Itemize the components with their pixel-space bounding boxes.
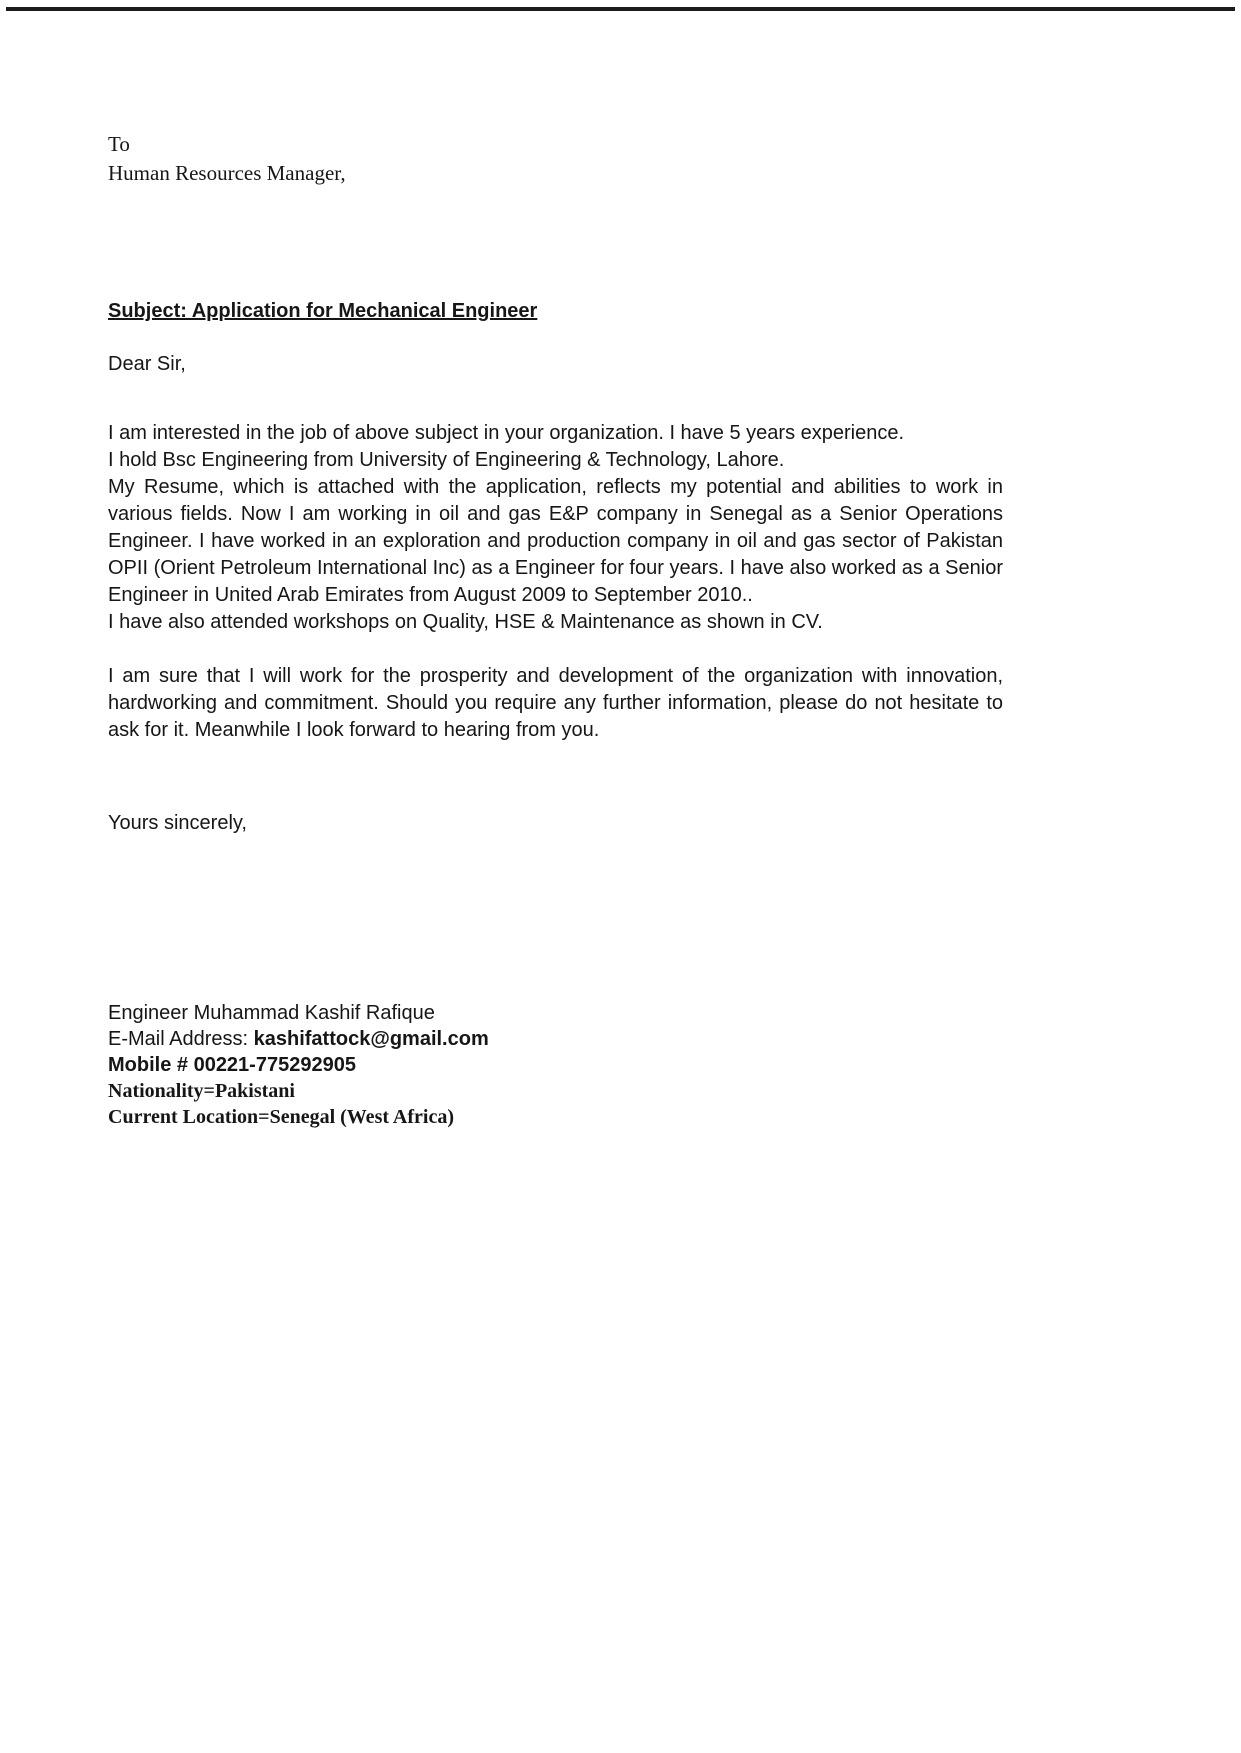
body-paragraph-2: I am sure that I will work for the prosperity and development of the organization with innovation, hardworking and commitment. Should you require any further information, please do not hesitate to ask for it. Meanwhile I look forward to hearing from you. xyxy=(108,665,1003,741)
body-paragraph-1 xyxy=(108,420,1003,636)
signature-mobile: Mobile # 00221-775292905 xyxy=(108,1054,356,1076)
signature-location: Current Location=Senegal (West Africa) xyxy=(108,1106,454,1128)
scan-edge-line xyxy=(6,7,1235,11)
email-label: E-Mail Address: xyxy=(108,1028,254,1050)
closing: Yours sincerely, xyxy=(108,812,247,834)
body-p1-flow: My Resume, which is attached with the application, reflects my potential and abilities to work in various fields. Now I am working in oil and gas E&P company in Senegal as a Senior Operations Engineer. I have worked in an exploration and production company in oil and gas sector of Pakistan OPII (Orient Petroleum International Inc) as a Engineer for four years. I have also worked as a Senior Engineer in United Arab Emirates from August 2009 to September 2010.. xyxy=(108,476,1003,606)
email-address: kashifattock@gmail.com xyxy=(253,1028,489,1050)
signature-block xyxy=(108,1000,1003,1130)
recipient-block xyxy=(108,130,1003,188)
signature-email-line xyxy=(108,1026,1003,1052)
salutation: Dear Sir, xyxy=(108,353,186,375)
recipient-name: Human Resources Manager, xyxy=(108,161,346,185)
body-p1-last: I have also attended workshops on Quality, HSE & Maintenance as shown in CV. xyxy=(108,611,823,633)
signature-name: Engineer Muhammad Kashif Rafique xyxy=(108,1002,435,1024)
body-p1-line1: I am interested in the job of above subject in your organization. I have 5 years experience. xyxy=(108,422,905,444)
subject-line: Subject: Application for Mechanical Engineer xyxy=(108,300,538,322)
recipient-to: To xyxy=(108,132,130,156)
signature-nationality: Nationality=Pakistani xyxy=(108,1080,295,1102)
body-p1-line2: I hold Bsc Engineering from University of Engineering & Technology, Lahore. xyxy=(108,449,785,471)
